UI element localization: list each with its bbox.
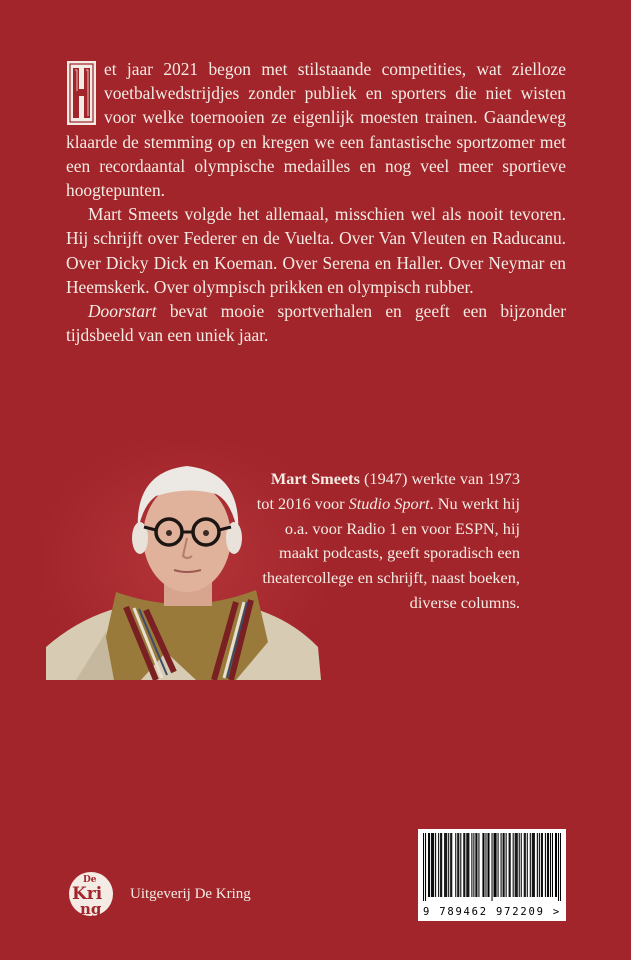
barcode-bar [433, 833, 434, 897]
barcode-bar [425, 833, 426, 901]
isbn-barcode [418, 829, 566, 921]
svg-text:ng: ng [80, 900, 102, 918]
barcode-bar [539, 833, 540, 897]
program-name: Studio Sport [348, 493, 430, 513]
barcode-bar [548, 833, 549, 897]
barcode-bar [519, 833, 520, 897]
barcode-bar [428, 833, 429, 897]
barcode-bar [435, 833, 436, 897]
barcode-bar [534, 833, 535, 897]
blurb-paragraph-1 [66, 57, 566, 202]
author-bio-text-2: . Nu werkt hij o.a. voor Radio 1 en voor ESPN, hij maakt podcasts, geeft sporadisch een theatercollege en schrijft, naast boeken, diverse columns. [262, 493, 520, 612]
barcode-bar [458, 833, 459, 897]
barcode-bar [552, 833, 553, 897]
book-title: Doorstart [88, 301, 157, 322]
barcode-bar [429, 833, 430, 897]
barcode-bar [475, 833, 476, 897]
barcode-bar [492, 833, 493, 901]
barcode-bar [460, 833, 461, 897]
barcode-bar [483, 833, 484, 897]
dropcap-letter [66, 60, 97, 126]
barcode-bar [513, 833, 514, 897]
barcode-bar [423, 833, 424, 901]
svg-text:Kri: Kri [72, 884, 103, 904]
barcode-bar [537, 833, 538, 897]
barcode-bar [467, 833, 468, 897]
barcode-bar [448, 833, 449, 897]
barcode-bar [478, 833, 479, 897]
barcode-bar [555, 833, 556, 897]
barcode-bar [488, 833, 489, 897]
barcode-bar [476, 833, 477, 897]
barcode-bar [473, 833, 474, 897]
author-bio-text-1: (1947) werkte van 1973 tot 2016 voor [256, 469, 520, 513]
barcode-bar [501, 833, 502, 897]
blurb-paragraph-3-text: bevat mooie sportverhalen en geeft een bijzonder tijdsbeeld van een uniek jaar. [66, 301, 566, 346]
barcode-bar [506, 833, 507, 897]
barcode-bar [441, 833, 442, 897]
barcode-bar [498, 833, 499, 897]
barcode-bar [485, 833, 486, 897]
barcode-bar [464, 833, 465, 897]
barcode-bar [530, 833, 531, 897]
barcode-bar [471, 833, 472, 897]
barcode-bar [496, 833, 497, 897]
author-name: Mart Smeets [270, 469, 360, 488]
isbn-number: 9 789462 972209 > [422, 906, 562, 918]
publisher-name: Uitgeverij De Kring [130, 885, 251, 902]
barcode-bar [440, 833, 441, 897]
barcode-bar [510, 833, 511, 897]
barcode-bar [495, 833, 496, 897]
barcode-bar [450, 833, 451, 897]
author-bio [256, 467, 520, 616]
barcode-bar [527, 833, 528, 897]
barcode-bar [466, 833, 467, 897]
barcode-bar [560, 833, 561, 901]
barcode-bar [446, 833, 447, 897]
barcode-bar [438, 833, 439, 897]
blurb-paragraph-1-text: et jaar 2021 begon met stilstaande competities, wat zielloze voetbalwedstrijdjes zonder publiek en sporters die niet wisten voor welke toernooien ze eigenlijk moesten trainen. Gaandeweg klaarde de stemming op en kregen we een fantastische sportzomer met een recordaantal olympische medailles en nog veel meer sportieve hoogtepunten. [66, 59, 566, 201]
publisher-block [66, 865, 251, 923]
barcode-bar [556, 833, 557, 897]
barcode-bar [444, 833, 445, 897]
barcode-bar [532, 833, 533, 897]
barcode-bar [517, 833, 518, 897]
barcode-bar [504, 833, 505, 897]
barcode-bar [558, 833, 559, 901]
barcode-bar [515, 833, 516, 897]
svg-text:De: De [83, 875, 97, 885]
barcode-bar [550, 833, 551, 897]
barcode-bar [463, 833, 464, 897]
barcode-bars [423, 833, 561, 901]
barcode-bar [432, 833, 433, 897]
barcode-bar [521, 833, 522, 897]
barcode-bar [482, 833, 483, 897]
barcode-bar [509, 833, 510, 897]
publisher-logo [66, 865, 116, 923]
barcode-bar [487, 833, 488, 897]
barcode-bar [451, 833, 452, 897]
barcode-bar [547, 833, 548, 897]
blurb-paragraph-3 [66, 299, 566, 347]
blurb-text [66, 57, 566, 347]
barcode-bar [533, 833, 534, 897]
barcode-bar [545, 833, 546, 897]
barcode-bar [503, 833, 504, 897]
barcode-bar [525, 833, 526, 897]
barcode-bar [468, 833, 469, 897]
barcode-bar [431, 833, 432, 897]
blurb-paragraph-2: Mart Smeets volgde het allemaal, misschien wel als nooit tevoren. Hij schrijft over Federer en de Vuelta. Over Van Vleuten en Raducanu. Over Dicky Dick en Koeman. Over Serena en Haller. Over Neymar en Heemskerk. Over olympisch prikken en olympisch rubber. [66, 204, 566, 297]
barcode-bar [494, 833, 495, 897]
barcode-bar [524, 833, 525, 897]
barcode-bar [516, 833, 517, 897]
barcode-bar [445, 833, 446, 897]
barcode-bar [455, 833, 456, 897]
barcode-bar [457, 833, 458, 897]
barcode-bar [542, 833, 543, 897]
barcode-bar [541, 833, 542, 897]
